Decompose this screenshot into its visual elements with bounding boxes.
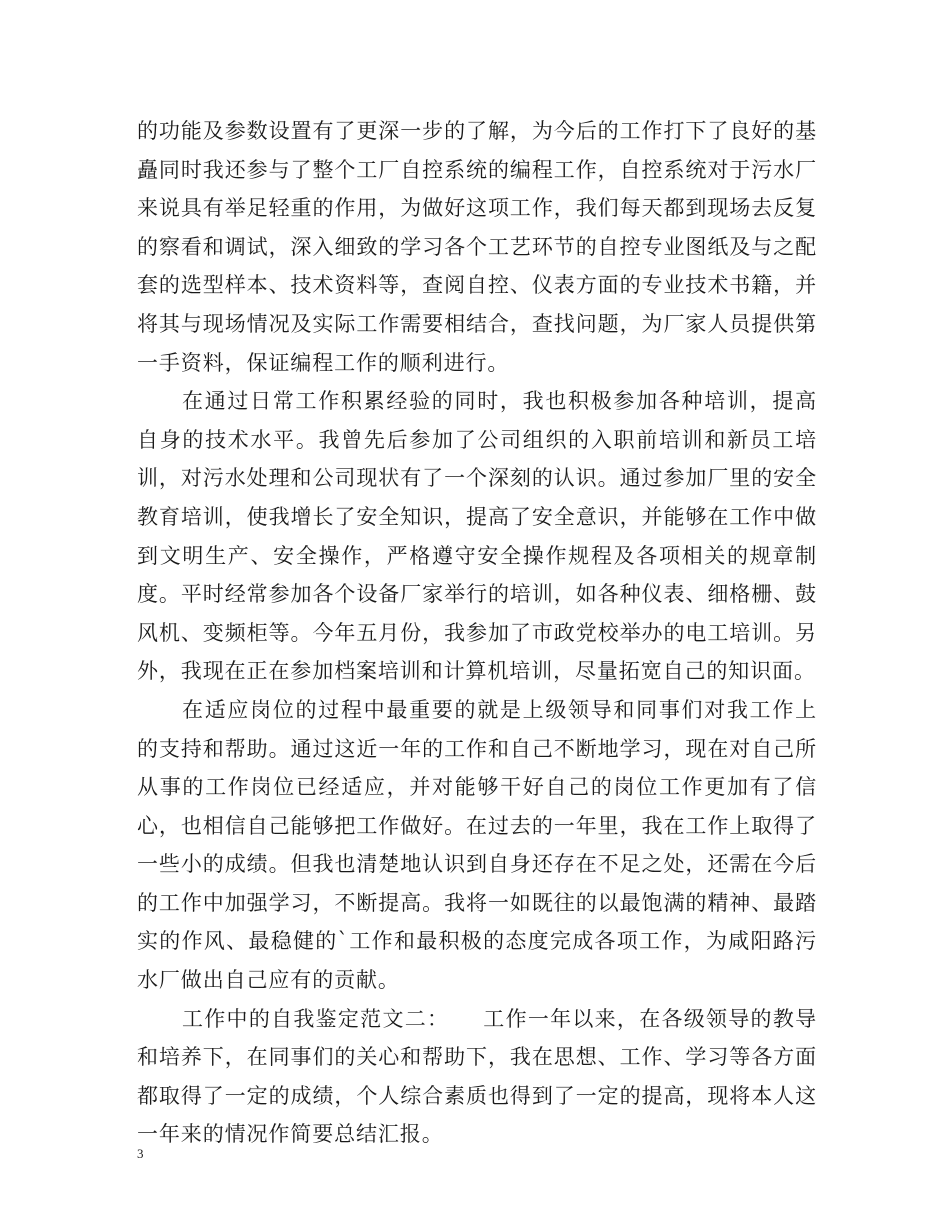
paragraph-continued: 的功能及参数设置有了更深一步的了解，为今后的工作打下了良好的基矗同时我还参与了整个工厂自控系统的编程工作，自控系统对于污水厂来说具有举足轻重的作用，为做好这项工作，我们每天都到现场去反复的察看和调试，深入细致的学习各个工艺环节的自控专业图纸及与之配套的选型样本、技术资料等，查阅自控、仪表方面的专业技术书籍，并将其与现场情况及实际工作需要相结合，查找问题，为厂家人员提供第一手资料，保证编程工作的顺利进行。 bbox=[137, 119, 817, 375]
paragraph-adaptation: 在适应岗位的过程中最重要的就是上级领导和同事们对我工作上的支持和帮助。通过这近一年的工作和自己不断地学习，现在对自己所从事的工作岗位已经适应，并对能够干好自己的岗位工作更加有了信心，也相信自己能够把工作做好。在过去的一年里，我在工作上取得了一些小的成绩。但我也清楚地认识到自身还存在不足之处，还需在今后的工作中加强学习，不断提高。我将一如既往的以最饱满的精神、最踏实的作风、最稳健的`工作和最积极的态度完成各项工作，为咸阳路污水厂做出自己应有的贡献。 bbox=[137, 697, 817, 993]
paragraph-training: 在通过日常工作积累经验的同时，我也积极参加各种培训，提高自身的技术水平。我曾先后参加了公司组织的入职前培训和新员工培训，对污水处理和公司现状有了一个深刻的认识。通过参加厂里的安全教育培训，使我增长了安全知识，提高了安全意识，并能够在工作中做到文明生产、安全操作，严格遵守安全操作规程及各项相关的规章制度。平时经常参加各个设备厂家举行的培训，如各种仪表、细格栅、鼓风机、变频柜等。今年五月份，我参加了市政党校举办的电工培训。另外，我现在正在参加档案培训和计算机培训，尽量拓宽自己的知识面。 bbox=[137, 389, 817, 684]
paragraph-sample-two: 工作中的自我鉴定范文二： 工作一年以来，在各级领导的教导和培养下，在同事们的关心和帮助下，我在思想、工作、学习等各方面都取得了一定的成绩，个人综合素质也得到了一定的提高，现将本人这一年来的情况作简要总结汇报。 bbox=[137, 1006, 817, 1147]
page-number: 3 bbox=[137, 1146, 144, 1161]
document-body bbox=[137, 112, 817, 1154]
